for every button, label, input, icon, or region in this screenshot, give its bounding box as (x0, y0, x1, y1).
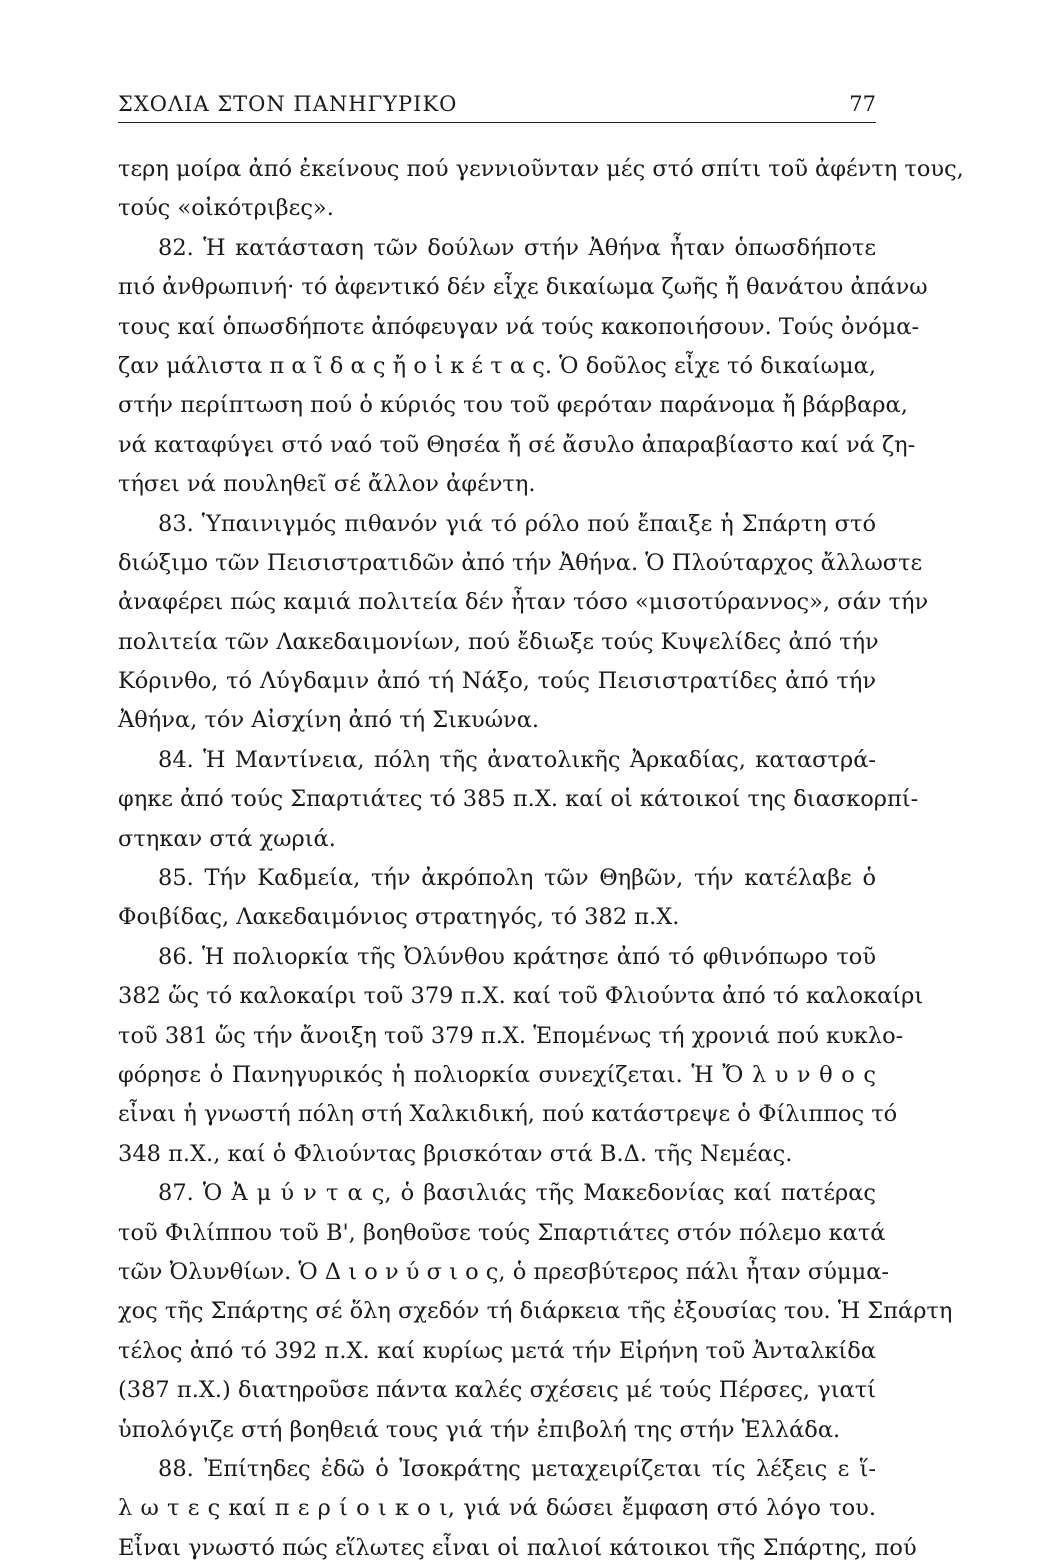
text-line: (387 π.Χ.) διατηροῦσε πάντα καλές σχέσεις μέ τούς Πέρσες, γιατί (118, 1377, 876, 1404)
text-line: τέλος ἀπό τό 392 π.Χ. καί κυρίως μετά τήν Εἰρήνη τοῦ Ἀνταλκίδα (118, 1337, 876, 1364)
text-line: ζαν μάλιστα π α ῖ δ α ς ἤ ο ἰ κ έ τ α ς. Ὁ δοῦλος εἶχε τό δικαίωμα, (118, 352, 876, 379)
text-line: Ἀθήνα, τόν Αἰσχίνη ἀπό τή Σικυώνα. (118, 707, 540, 734)
text-line: νά καταφύγει στό ναό τοῦ Θησέα ἤ σέ ἄσυλο ἀπαραβίαστο καί νά ζη- (118, 431, 916, 458)
body-text (118, 150, 964, 1568)
text-line: 382 ὥς τό καλοκαίρι τοῦ 379 π.Χ. καί τοῦ Φλιούντα ἀπό τό καλοκαίρι (118, 983, 924, 1010)
text-line: Φοιβίδας, Λακεδαιμόνιος στρατηγός, τό 382 π.Χ. (118, 904, 680, 931)
text-line: εἶναι ἡ γνωστή πόλη στή Χαλκιδική, πού κατάστρεψε ὁ Φίλιππος τό (118, 1101, 898, 1128)
text-line: Κόρινθο, τό Λύγδαμιν ἀπό τή Νάξο, τούς Πεισιστρατίδες ἀπό τήν (118, 668, 876, 695)
header-rule (118, 122, 876, 123)
text-line: λ ω τ ε ς καί π ε ρ ί ο ι κ ο ι, γιά νά δώσει ἔμφαση στό λόγο του. (118, 1495, 876, 1522)
note-88: 88. Ἐπίτηδες ἐδῶ ὁ Ἰσοκράτης μεταχειρίζεται τίς λέξεις ε ἵ- (158, 1455, 876, 1482)
text-line: στηκαν στά χωριά. (118, 825, 336, 852)
running-header (118, 88, 876, 122)
text-line: χος τῆς Σπάρτης σέ ὅλη σχεδόν τή διάρκεια τῆς ἐξουσίας του. Ἡ Σπάρτη (118, 1298, 953, 1325)
text-line: τήσει νά πουληθεῖ σέ ἄλλον ἀφέντη. (118, 471, 536, 498)
text-line: Εἶναι γνωστό πώς εἵλωτες εἶναι οἱ παλιοί κάτοικοι τῆς Σπάρτης, πού (118, 1534, 917, 1561)
text-line: πολιτεία τῶν Λακεδαιμονίων, πού ἔδιωξε τούς Κυψελίδες ἀπό τήν (118, 628, 879, 655)
text-line: 348 π.Χ., καί ὁ Φλιούντας βρισκόταν στά Β.Δ. τῆς Νεμέας. (118, 1140, 793, 1167)
text-line: ὑπολόγιζε στή βοηθειά τους γιά τήν ἐπιβολή της στήν Ἑλλάδα. (118, 1416, 841, 1443)
note-86: 86. Ἡ πολιορκία τῆς Ὀλύνθου κράτησε ἀπό τό φθινόπωρο τοῦ (158, 943, 876, 970)
text-line: ἀναφέρει πώς καμιά πολιτεία δέν ἦταν τόσο «μισοτύραννος», σάν τήν (118, 589, 929, 616)
text-line: τῶν Ὀλυνθίων. Ὁ Δ ι ο ν ύ σ ι ο ς, ὁ πρεσβύτερος πάλι ἦταν σύμμα- (118, 1258, 889, 1285)
text-line: διώξιμο τῶν Πεισιστρατιδῶν ἀπό τήν Ἀθήνα. Ὁ Πλούταρχος ἄλλωστε (118, 549, 923, 576)
note-82: 82. Ἡ κατάσταση τῶν δούλων στήν Ἀθήνα ἦταν ὁπωσδήποτε (158, 234, 876, 261)
text-line: πιό ἀνθρωπινή· τό ἀφεντικό δέν εἶχε δικαίωμα ζωῆς ἤ θανάτου ἀπάνω (118, 274, 928, 301)
text-line: τους καί ὁπωσδήποτε ἀπόφευγαν νά τούς κακοποιήσουν. Τούς ὀνόμα- (118, 313, 920, 340)
note-85: 85. Τήν Καδμεία, τήν ἀκρόπολη τῶν Θηβῶν, τήν κατέλαβε ὁ (158, 865, 876, 892)
text-line: φηκε ἀπό τούς Σπαρτιάτες τό 385 π.Χ. καί οἱ κάτοικοί της διασκορπί- (118, 786, 919, 813)
text-line: τερη μοίρα ἀπό ἐκείνους πού γεννιοῦνταν μές στό σπίτι τοῦ ἀφέντη τους, (118, 156, 964, 182)
note-87: 87. Ὁ Ἀ μ ύ ν τ α ς, ὁ βασιλιάς τῆς Μακεδονίας καί πατέρας (158, 1180, 876, 1207)
text-line: φόρησε ὁ Πανηγυρικός ἡ πολιορκία συνεχίζεται. Ἡ Ὄ λ υ ν θ ο ς (118, 1061, 876, 1088)
note-83: 83. Ὑπαινιγμός πιθανόν γιά τό ρόλο πού ἔπαιξε ἡ Σπάρτη στό (158, 510, 876, 537)
page-number: 77 (849, 92, 876, 116)
note-84: 84. Ἡ Μαντίνεια, πόλη τῆς ἀνατολικῆς Ἀρκαδίας, καταστρά- (158, 746, 876, 773)
text-line: τοῦ Φιλίππου τοῦ Β', βοηθοῦσε τούς Σπαρτιάτες στόν πόλεμο κατά (118, 1219, 886, 1246)
text-line: στήν περίπτωση πού ὁ κύριός του τοῦ φερόταν παράνομα ἤ βάρβαρα, (118, 392, 908, 419)
text-line: τοῦ 381 ὥς τήν ἄνοιξη τοῦ 379 π.Χ. Ἑπομένως τή χρονιά πού κυκλο- (118, 1022, 904, 1049)
running-title: ΣΧΟΛΙΑ ΣΤΟΝ ΠΑΝΗΓΥΡΙΚΟ (118, 92, 458, 116)
text-line: τούς «οἰκότριβες». (118, 195, 334, 222)
